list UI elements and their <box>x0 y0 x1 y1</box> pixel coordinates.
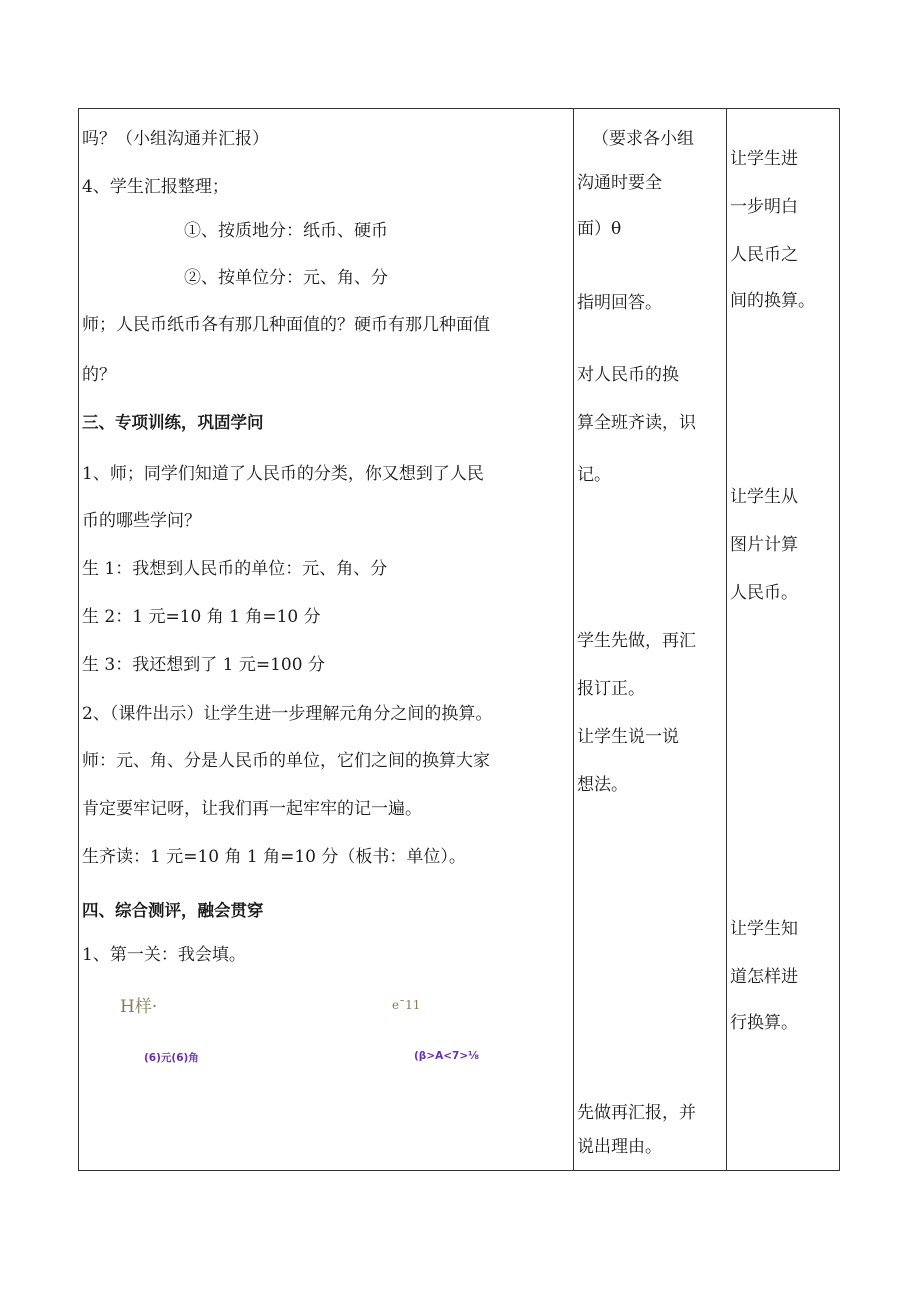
section-heading: 三、专项训练，巩固学问 <box>82 413 264 432</box>
text-line: 生 1：我想到人民币的单位：元、角、分 <box>82 559 388 579</box>
text-line: 师：元、角、分是人民币的单位，它们之间的换算大家 <box>82 751 490 771</box>
text-line: 报订正。 <box>577 679 645 699</box>
text-line: 4、学生汇报整理； <box>82 177 229 197</box>
text-line: 道怎样进 <box>730 967 798 987</box>
text-line: 人民币之 <box>730 245 798 265</box>
text-line: （要求各小组 <box>592 129 694 149</box>
text-line: 2、（课件出示）让学生进一步理解元角分之间的换算。 <box>82 704 493 724</box>
answer-right: (β>A<7>⅛ <box>414 1050 480 1062</box>
list-item: ②、按单位分：元、角、分 <box>184 268 388 288</box>
text-line: 想法。 <box>577 775 628 795</box>
answer-left: (6)元(6)角 <box>144 1052 199 1064</box>
text-line: 面）θ <box>577 219 622 239</box>
text-line: 让学生从 <box>730 487 798 507</box>
text-line: 算全班齐读，识 <box>577 413 696 433</box>
text-line: 学生先做，再汇 <box>577 631 696 651</box>
text-line: 一步明白 <box>730 197 798 217</box>
sample-label: H样· <box>120 997 158 1017</box>
text-line: 1、第一关：我会填。 <box>82 945 246 965</box>
text-line: 币的哪些学问？ <box>82 511 201 531</box>
text-line: 吗？（小组沟通并汇报） <box>82 129 269 149</box>
text-line: 1、师；同学们知道了人民币的分类，你又想到了人民 <box>82 464 484 484</box>
text-line: 先做再汇报，并 <box>577 1103 696 1123</box>
text-line: 生齐读：1 元=10 角 1 角=10 分（板书：单位）。 <box>82 847 466 867</box>
text-line: 让学生进 <box>730 149 798 169</box>
text-line: 行换算。 <box>730 1013 798 1033</box>
formula-label: e¯11 <box>392 998 421 1012</box>
column-divider-1 <box>573 108 574 1171</box>
text-line: 师；人民币纸币各有那几种面值的？硬币有那几种面值 <box>82 315 490 335</box>
list-item: ①、按质地分：纸币、硬币 <box>184 221 388 241</box>
section-heading: 四、综合测评，融会贯穿 <box>82 901 264 920</box>
text-line: 指明回答。 <box>577 293 662 313</box>
text-line: 对人民币的换 <box>577 365 679 385</box>
text-line: 记。 <box>577 465 611 485</box>
text-line: 图片计算 <box>730 535 798 555</box>
text-line: 间的换算。 <box>730 291 815 311</box>
text-line: 说出理由。 <box>577 1137 662 1157</box>
text-line: 生 2：1 元=10 角 1 角=10 分 <box>82 607 321 627</box>
text-line: 让学生说一说 <box>577 727 679 747</box>
text-line: 人民币。 <box>730 583 798 603</box>
text-line: 生 3：我还想到了 1 元=100 分 <box>82 655 325 675</box>
text-line: 的？ <box>82 365 116 385</box>
column-divider-2 <box>726 108 727 1171</box>
text-line: 沟通时要全 <box>577 173 662 193</box>
text-line: 让学生知 <box>730 919 798 939</box>
text-line: 肯定要牢记呀，让我们再一起牢牢的记一遍。 <box>82 799 422 819</box>
